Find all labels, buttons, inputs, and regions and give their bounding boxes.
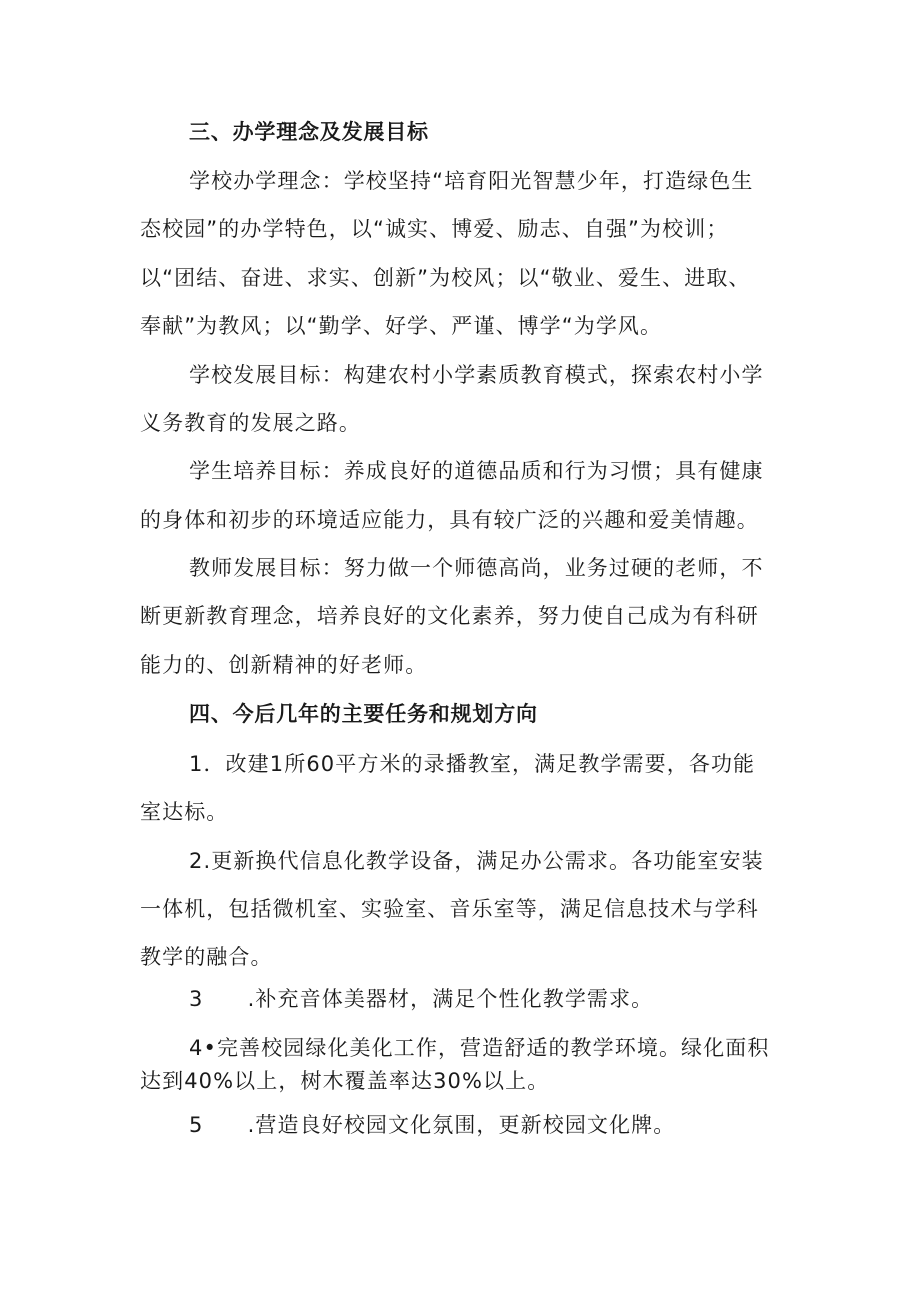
task-2-line-1: 2.更新换代信息化教学设备，满足办公需求。各功能室安装	[189, 849, 764, 873]
teacher-goal-line-3: 能力的、创新精神的好老师。	[140, 653, 428, 677]
section-4-heading: 四、今后几年的主要任务和规划方向	[189, 702, 538, 726]
section-3-heading: 三、办学理念及发展目标	[189, 120, 429, 144]
task-3-line: 3 .补充音体美器材，满足个性化教学需求。	[189, 987, 654, 1011]
task-2-line-3: 教学的融合。	[140, 945, 273, 969]
philosophy-line-2: 态校园”的办学特色，以“诚实、博爱、励志、自强”为校训；	[140, 217, 729, 241]
school-goal-line-2: 义务教育的发展之路。	[140, 411, 361, 435]
philosophy-line-4: 奉献”为教风；以“勤学、好学、严谨、博学“为学风。	[140, 314, 663, 338]
task-2-line-2: 一体机，包括微机室、实验室、音乐室等，满足信息技术与学科	[140, 897, 759, 921]
task-4-line-2: 达到40%以上，树木覆盖率达30%以上。	[140, 1069, 550, 1093]
philosophy-line-1: 学校办学理念：学校坚持“培育阳光智慧少年，打造绿色生	[189, 169, 754, 193]
task-5-line: 5 .营造良好校园文化氛围，更新校园文化牌。	[189, 1113, 676, 1137]
student-goal-line-1: 学生培养目标：养成良好的道德品质和行为习惯；具有健康	[189, 459, 764, 483]
task-1-line-1: 1．改建1所60平方米的录播教室，满足教学需要，各功能	[189, 752, 756, 776]
task-4-line-1: 4•完善校园绿化美化工作，营造舒适的教学环境。绿化面积	[189, 1036, 770, 1060]
student-goal-line-2: 的身体和初步的环境适应能力，具有较广泛的兴趣和爱美情趣。	[140, 508, 759, 532]
task-1-line-2: 室达标。	[140, 800, 229, 824]
teacher-goal-line-1: 教师发展目标：努力做一个师德高尚，业务过硬的老师，不	[189, 556, 764, 580]
school-goal-line-1: 学校发展目标：构建农村小学素质教育模式，探索农村小学	[189, 363, 764, 387]
philosophy-line-3: 以“团结、奋进、求实、创新”为校风；以“敬业、爱生、进取、	[140, 266, 751, 290]
teacher-goal-line-2: 断更新教育理念，培养良好的文化素养，努力使自己成为有科研	[140, 604, 759, 628]
